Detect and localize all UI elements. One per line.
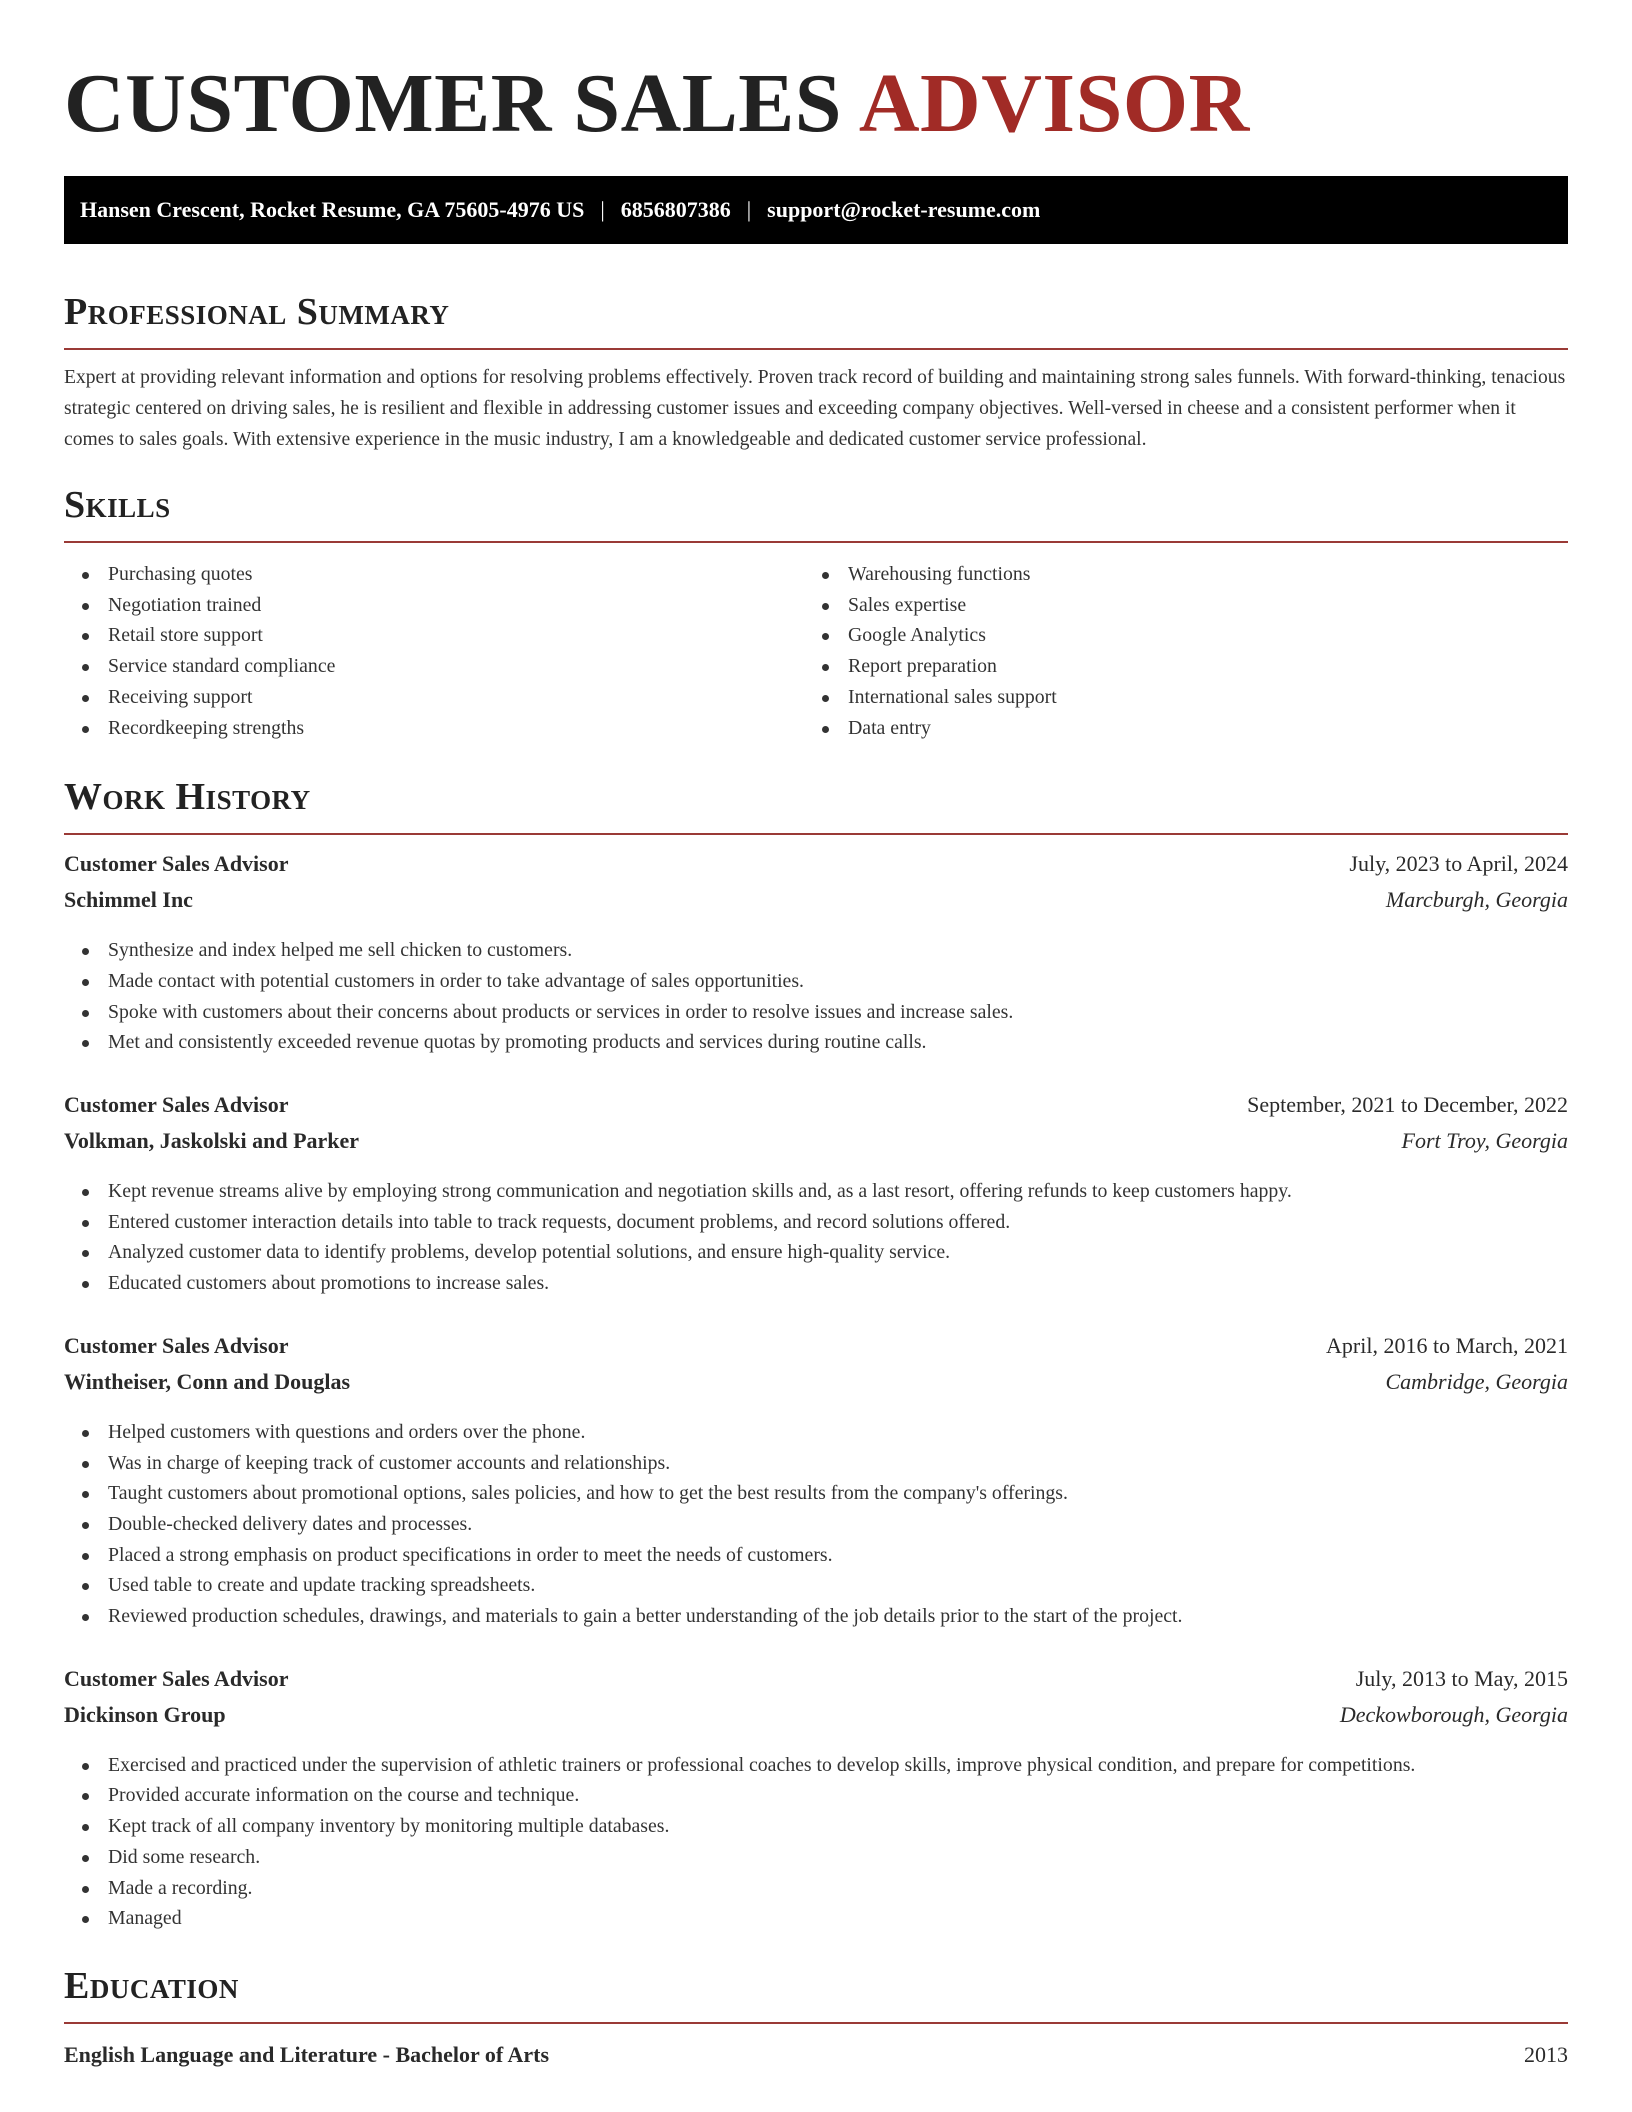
- job-header-row: [64, 1092, 1568, 1128]
- summary-text: Expert at providing relevant information and options for resolving problems effectively. Proven track record of building and maintaining strong sales funnels. With forward-thinking, tenacious strategic centered on driving sales, he is resilient and flexible in addressing customer issues and exceeding company objectives. Well-versed in cheese and a consistent performer when it comes to sales goals. With extensive experience in the music industry, I am a knowledgeable and dedicated customer service professional.: [64, 367, 1566, 450]
- duty-item: Taught customers about promotional options, sales policies, and how to get the best results from the company's offerings.: [64, 1478, 1568, 1509]
- job-company: Volkman, Jaskolski and Parker: [64, 1128, 360, 1154]
- job-company-row: [64, 1128, 1568, 1164]
- name-main: CUSTOMER SALES: [64, 57, 843, 150]
- duty-item: Educated customers about promotions to increase sales.: [64, 1268, 1568, 1299]
- skill-item: Service standard compliance: [64, 651, 804, 682]
- job-header-row: [64, 1333, 1568, 1369]
- education-year: 2013: [1524, 2041, 1568, 2067]
- job-title: Customer Sales Advisor: [64, 1665, 289, 1691]
- job-header-row: [64, 1666, 1568, 1702]
- resume-name-heading: [64, 58, 1568, 150]
- duty-item: Made contact with potential customers in order to take advantage of sales opportunities.: [64, 966, 1568, 997]
- duty-item: Reviewed production schedules, drawings, and materials to gain a better understanding of the job details prior to the start of the project.: [64, 1601, 1568, 1632]
- job-entry: [64, 1666, 1568, 1934]
- education-degree: English Language and Literature - Bachelor of Arts: [64, 2041, 550, 2067]
- job-company: Wintheiser, Conn and Douglas: [64, 1368, 351, 1394]
- duty-item: Met and consistently exceeded revenue quotas by promoting products and services during routine calls.: [64, 1027, 1568, 1058]
- duty-item: Placed a strong emphasis on product specifications in order to meet the needs of customers.: [64, 1540, 1568, 1571]
- job-entry: [64, 851, 1568, 1058]
- duty-item: Did some research.: [64, 1842, 1568, 1873]
- skills-column-right: [804, 559, 1544, 743]
- duty-item: Managed: [64, 1903, 1568, 1934]
- job-entry: [64, 1092, 1568, 1299]
- skill-item: Google Analytics: [804, 620, 1544, 651]
- job-title: Customer Sales Advisor: [64, 851, 289, 877]
- duty-item: Exercised and practiced under the supervision of athletic trainers or professional coaches to develop skills, improve physical condition, and prepare for competitions.: [64, 1750, 1568, 1781]
- contact-email: support@rocket-resume.com: [767, 197, 1041, 222]
- contact-bar: [64, 176, 1568, 244]
- job-location: Fort Troy, Georgia: [1401, 1128, 1568, 1154]
- contact-separator: |: [600, 197, 605, 222]
- duty-item: Spoke with customers about their concerns about products or services in order to resolve issues and increase sales.: [64, 997, 1568, 1028]
- job-location: Deckowborough, Georgia: [1339, 1701, 1568, 1727]
- job-company: Dickinson Group: [64, 1701, 226, 1727]
- skill-item: Retail store support: [64, 620, 804, 651]
- skill-item: Report preparation: [804, 651, 1544, 682]
- duty-item: Made a recording.: [64, 1873, 1568, 1904]
- job-dates: April, 2016 to March, 2021: [1326, 1332, 1568, 1358]
- skill-item: Data entry: [804, 713, 1544, 744]
- contact-separator: |: [746, 197, 752, 222]
- duty-item: Kept revenue streams alive by employing strong communication and negotiation skills and, as a last resort, offering refunds to keep customers happy.: [64, 1176, 1568, 1207]
- section-title-skills: Skills: [64, 483, 1568, 543]
- job-header-row: [64, 851, 1568, 887]
- skills-column-left: [64, 559, 804, 743]
- skill-item: Receiving support: [64, 682, 804, 713]
- job-company: Schimmel Inc: [64, 887, 193, 913]
- job-duties-list: [64, 935, 1568, 1058]
- job-company-row: [64, 1702, 1568, 1738]
- section-title-summary: Professional Summary: [64, 290, 1568, 350]
- section-title-education: Education: [64, 1964, 1568, 2024]
- skill-item: Purchasing quotes: [64, 559, 804, 590]
- section-title-work-history: Work History: [64, 775, 1568, 835]
- job-duties-list: [64, 1417, 1568, 1632]
- skill-item: Recordkeeping strengths: [64, 713, 804, 744]
- job-title: Customer Sales Advisor: [64, 1092, 289, 1118]
- resume-page: [64, 0, 1568, 2068]
- skill-item: Warehousing functions: [804, 559, 1544, 590]
- skill-item: International sales support: [804, 682, 1544, 713]
- job-duties-list: [64, 1176, 1568, 1299]
- duty-item: Synthesize and index helped me sell chicken to customers.: [64, 935, 1568, 966]
- job-dates: July, 2023 to April, 2024: [1349, 851, 1568, 877]
- duty-item: Analyzed customer data to identify problems, develop potential solutions, and ensure high-quality service.: [64, 1237, 1568, 1268]
- job-title: Customer Sales Advisor: [64, 1332, 289, 1358]
- job-location: Marcburgh, Georgia: [1385, 887, 1568, 913]
- skill-item: Negotiation trained: [64, 590, 804, 621]
- education-entry: [64, 2042, 1568, 2068]
- duty-item: Provided accurate information on the course and technique.: [64, 1780, 1568, 1811]
- skills-list: [64, 559, 1568, 743]
- duty-item: Entered customer interaction details into table to track requests, document problems, and record solutions offered.: [64, 1207, 1568, 1238]
- duty-item: Helped customers with questions and orders over the phone.: [64, 1417, 1568, 1448]
- name-accent: ADVISOR: [858, 57, 1250, 150]
- skill-item: Sales expertise: [804, 590, 1544, 621]
- contact-address: Hansen Crescent, Rocket Resume, GA 75605-4976 US: [80, 197, 585, 222]
- job-company-row: [64, 887, 1568, 923]
- job-dates: September, 2021 to December, 2022: [1247, 1092, 1568, 1118]
- duty-item: Was in charge of keeping track of customer accounts and relationships.: [64, 1448, 1568, 1479]
- duty-item: Kept track of all company inventory by monitoring multiple databases.: [64, 1811, 1568, 1842]
- job-duties-list: [64, 1750, 1568, 1934]
- job-location: Cambridge, Georgia: [1385, 1368, 1568, 1394]
- duty-item: Double-checked delivery dates and processes.: [64, 1509, 1568, 1540]
- duty-item: Used table to create and update tracking spreadsheets.: [64, 1570, 1568, 1601]
- job-entry: [64, 1333, 1568, 1632]
- contact-phone: 6856807386: [620, 197, 731, 222]
- job-company-row: [64, 1369, 1568, 1405]
- job-dates: July, 2013 to May, 2015: [1355, 1665, 1568, 1691]
